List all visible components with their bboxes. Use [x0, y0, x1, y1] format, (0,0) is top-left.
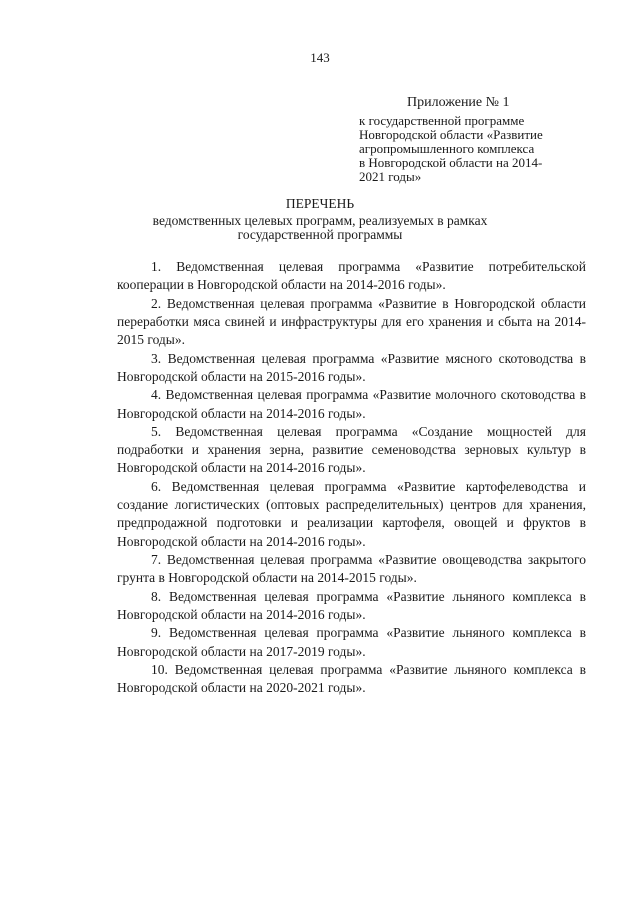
appendix-line: Новгородской области «Развитие	[359, 127, 543, 142]
appendix-line: в Новгородской области на 2014-	[359, 155, 543, 170]
list-subtitle	[0, 214, 640, 242]
page-number: 143	[310, 50, 330, 65]
appendix-line: агропромышленного комплекса	[359, 141, 535, 156]
program-item: 2. Ведомственная целевая программа «Развитие в Новгородской области переработки мяса свиней и инфраструктуры для его хранения и сбыта на 2014-2015 годы».	[117, 295, 586, 348]
program-item: 9. Ведомственная целевая программа «Развитие льняного комплекса в Новгородской области на 2017-2019 годы».	[117, 625, 586, 659]
program-item: 5. Ведомственная целевая программа «Создание мощностей для подработки и хранения зерна, развитие семеноводства зерновых культур в Новгородской области на 2014-2016 годы».	[117, 424, 586, 476]
appendix-line: 2021 годы»	[359, 169, 422, 184]
list-subtitle-line: государственной программы	[237, 227, 403, 242]
program-item: 4. Ведомственная целевая программа «Развитие молочного скотоводства в Новгородской области на 2014-2016 годы».	[117, 387, 586, 421]
program-item: 7. Ведомственная целевая программа «Развитие овощеводства закрытого грунта в Новгородской области на 2014-2015 годы».	[117, 552, 586, 586]
list-subtitle-line: ведомственных целевых программ, реализуемых в рамках	[152, 213, 488, 228]
appendix-title: Приложение № 1	[407, 95, 510, 110]
appendix-block	[359, 96, 589, 184]
program-item: 8. Ведомственная целевая программа «Развитие льняного комплекса в Новгородской области на 2014-2016 годы».	[117, 588, 586, 622]
appendix-line: к государственной программе	[359, 113, 525, 128]
program-item: 10. Ведомственная целевая программа «Развитие льняного комплекса в Новгородской области на 2020-2021 годы».	[117, 662, 586, 696]
list-heading: ПЕРЕЧЕНЬ	[285, 196, 355, 211]
program-item: 3. Ведомственная целевая программа «Развитие мясного скотоводства в Новгородской области на 2015-2016 годы».	[117, 350, 586, 384]
program-item: 1. Ведомственная целевая программа «Развитие потребительской кооперации в Новгородской области на 2014-2016 годы».	[117, 259, 586, 293]
program-item: 6. Ведомственная целевая программа «Развитие картофелеводства и создание логистических (оптовых распределительных) центров для хранения, предпродажной подготовки и реализации картофеля, овощей и фруктов в Новгородской области на 2014-2016 годы».	[117, 478, 586, 549]
program-list	[117, 258, 586, 698]
